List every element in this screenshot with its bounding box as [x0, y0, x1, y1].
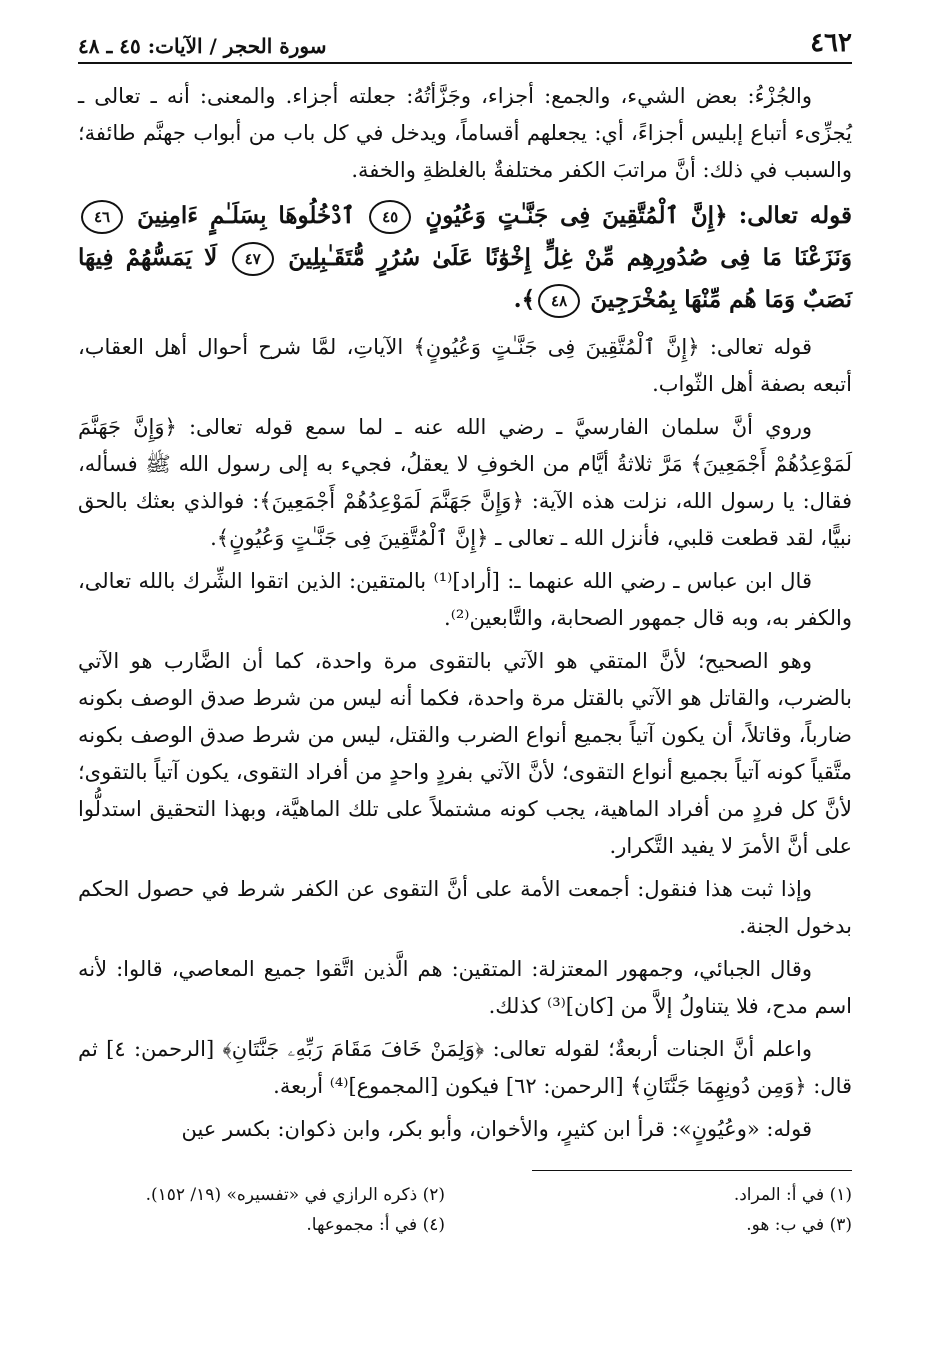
verse-close-bracket: ﴾.: [513, 286, 536, 313]
footnote-2: (٢) ذكره الرازي في «تفسيره» (١٩/ ١٥٢).: [145, 1185, 445, 1205]
paragraph-consensus: وإذا ثبت هذا فنقول: أجمعت الأمة على أنَّ التقوى عن الكفر شرط في حصول الحكم بدخول الجنة.: [78, 877, 852, 938]
ayah-number-46: ٤٦: [81, 200, 123, 234]
paragraph-four-gardens: واعلم أنَّ الجنات أربعةٌ؛ لقوله تعالى: ﴿وَلِمَنْ خَافَ مَقَامَ رَبِّهِۦ جَنَّتَانِ﴾ [الرحمن: ٤] ثم قال: ﴿وَمِن دُونِهِمَا جَنَّتَانِ﴾ [الرحمن: ٦٢] فيكون [المجموع]⁽⁴⁾ أربعة.: [78, 1037, 852, 1098]
quran-verse-block: [78, 195, 852, 321]
verse-text-46: ٱدْخُلُوهَا بِسَلَـٰمٍ ءَامِنِينَ: [137, 202, 355, 229]
footnote-3: (٣) في ب: هو.: [746, 1215, 852, 1235]
verse-text-48: لَا يَمَسُّهُمْ فِيهَا نَصَبٌ وَمَا هُم مِّنْهَا بِمُخْرَجِينَ: [78, 244, 852, 313]
running-title: سورة الحجر / الآيات: ٤٥ ـ ٤٨: [78, 34, 327, 58]
paragraph-commentary-intro: قوله تعالى: ﴿إِنَّ ٱلْمُتَّقِينَ فِى جَنَّـٰتٍ وَعُيُونٍ﴾ الآياتِ، لمَّا شرح أحوال أهل العقاب، أتبعه بصفة أهل الثّواب.: [78, 335, 852, 396]
footnote-1: (١) في أ: المراد.: [733, 1185, 852, 1205]
verse-open-bracket: ﴿: [714, 202, 728, 229]
paragraph-uyun-reading: قوله: «وعُيُونٍ»: قرأ ابن كثيرٍ، والأخوان، وأبو بكر، وابن ذكوان: بكسر عين: [181, 1117, 812, 1141]
verse-label: قوله تعالى:: [738, 202, 852, 229]
ayah-number-48: ٤٨: [538, 284, 580, 318]
footnotes: [78, 1181, 852, 1239]
ayah-number-47: ٤٧: [232, 242, 274, 276]
paragraph-juz: والجُزْءُ: بعض الشيء، والجمع: أجزاء، وجَزَّأتُهُ: جعلته أجزاء. والمعنى: أنه ـ تعالى ـ يُجزِّىء أتباع إبليس أجزاءً، أي: يجعلهم أقساماً، ويدخل في كل باب من أبواب جهنَّم طائفة؛ والسبب في ذلك: أنَّ مراتبَ الكفر مختلفةٌ بالغلظةِ والخفة.: [78, 84, 852, 182]
paragraph-salman-narration: وروي أنَّ سلمان الفارسيَّ ـ رضي الله عنه ـ لما سمع قوله تعالى: ﴿وَإِنَّ جَهَنَّمَ لَمَوْعِدُهُمْ أَجْمَعِينَ﴾ مَرَّ ثلاثةُ أيَّام من الخوفِ لا يعقلُ، فجيء به إلى رسول الله ﷺ فسأله، فقال: يا رسول الله، نزلت هذه الآية: ﴿وَإِنَّ جَهَنَّمَ لَمَوْعِدُهُمْ أَجْمَعِينَ﴾: فوالذي بعثك بالحق نبيًّا، لقد قطعت قلبي، فأنزل الله ـ تعالى ـ ﴿إِنَّ ٱلْمُتَّقِينَ فِى جَنَّـٰتٍ وَعُيُونٍ﴾.: [78, 415, 852, 550]
page-header: [78, 28, 852, 64]
ayah-number-45: ٤٥: [369, 200, 411, 234]
verse-text-45: إِنَّ ٱلْمُتَّقِينَ فِى جَنَّـٰتٍ وَعُيُونٍ: [425, 202, 715, 229]
verse-text-47: وَنَزَعْنَا مَا فِى صُدُورِهِم مِّنْ غِلٍّ إِخْوَٰنًا عَلَىٰ سُرُرٍ مُّتَقَـٰبِلِينَ: [288, 244, 853, 271]
paragraph-jubbai: وقال الجبائي، وجمهور المعتزلة: المتقين: هم الَّذين اتَّقوا جميع المعاصي، قالوا: لأنه اسم مدح، فلا يتناولُ إلاَّ من [كان]⁽³⁾ كذلك.: [78, 957, 852, 1018]
paragraph-correct-view: وهو الصحيح؛ لأنَّ المتقي هو الآتي بالتقوى مرة واحدة، كما أن الضَّارب هو الآتي بالضرب، والقاتل هو الآتي بالقتل مرة واحدة، فكما أنه ليس من شرط صدق الوصف بكونه ضارباً، وقاتلاً، أن يكون آتياً بجميع أنواع الضرب والقتل، ليس من شرط صدق الوصف بكونه متَّقياً كونه آتياً بجميع أنواع التقوى؛ لأنَّ الآتي بفردٍ واحدٍ من أفراد التقوى، يكون آتياً بالتقوى؛ لأنَّ كل فردٍ من أفراد الماهية، يجب كونه مشتملاً على تلك الماهيَّة، وبهذا التحقيق استدلُّوا على أنَّ الأمرَ لا يفيد التَّكرار.: [78, 649, 852, 858]
paragraph-ibn-abbas: قال ابن عباس ـ رضي الله عنهما ـ: [أراد]⁽¹⁾ بالمتقين: الذين اتقوا الشِّرك بالله تعالى، والكفر به، وبه قال جمهور الصحابة، والتَّابعين⁽²⁾.: [78, 569, 852, 630]
footnote-4: (٤) في أ: مجموعها.: [306, 1215, 445, 1235]
footnote-separator: [532, 1170, 852, 1171]
page-number: ٤٦٢: [810, 28, 852, 58]
